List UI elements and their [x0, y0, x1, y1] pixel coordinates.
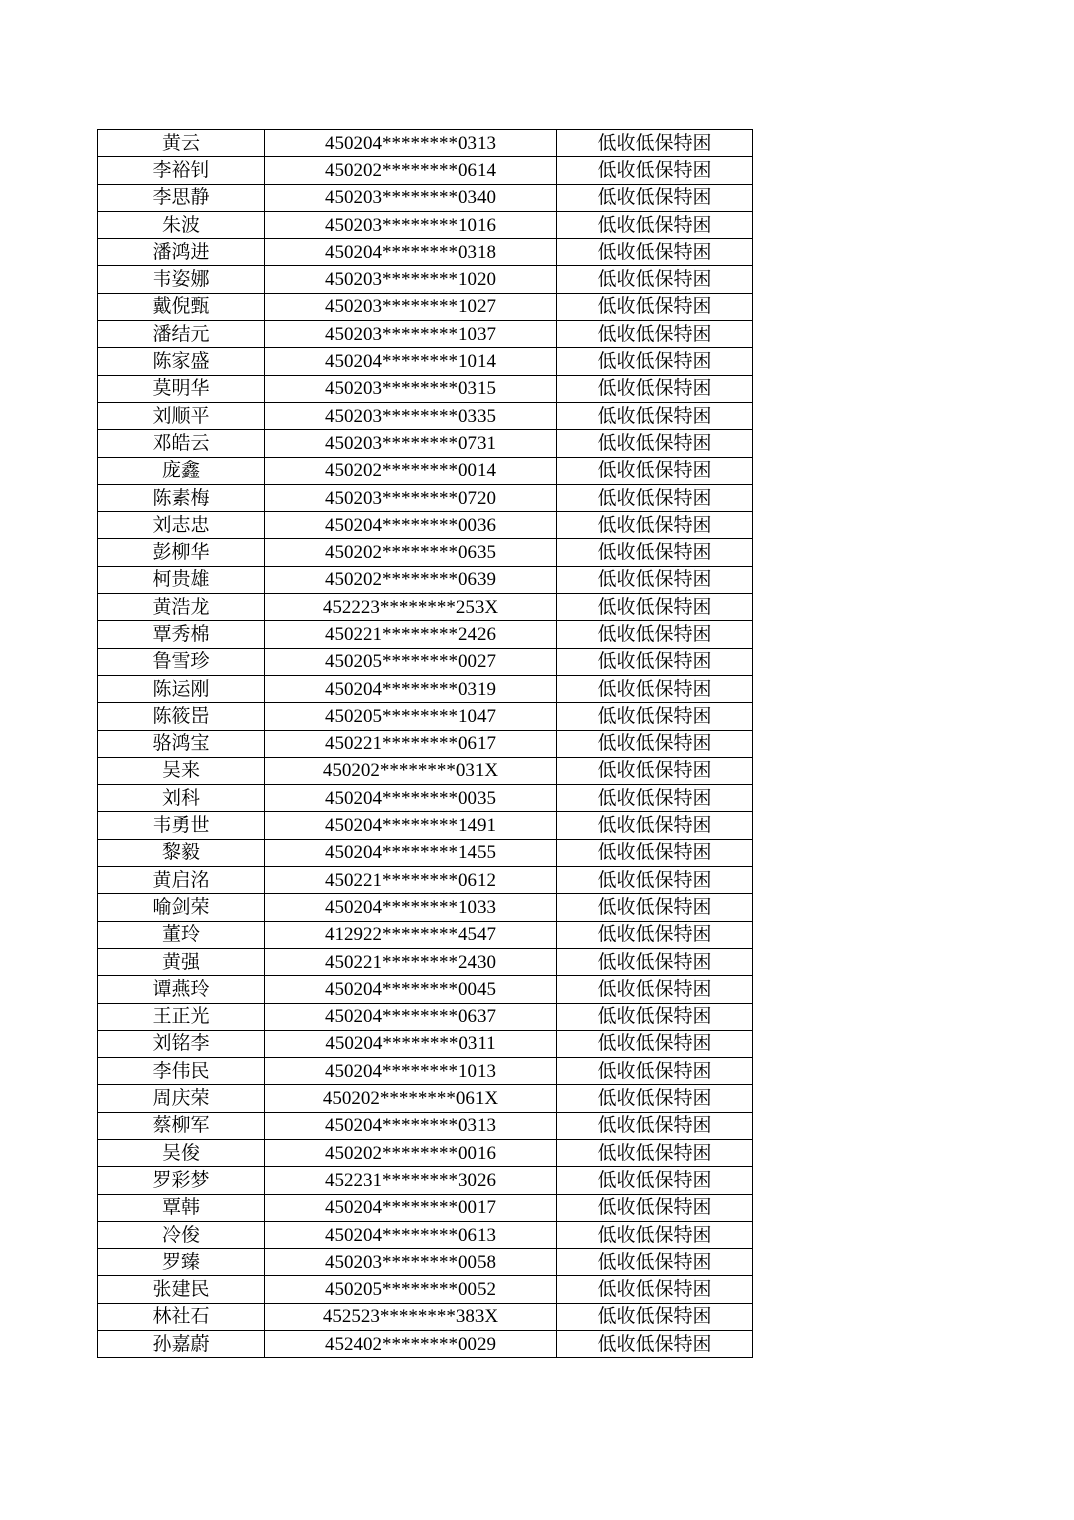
- id-number-cell: 450204********1014: [265, 348, 557, 375]
- category-cell: 低收低保特困: [557, 402, 753, 429]
- name-cell: 蔡柳军: [98, 1112, 265, 1139]
- category-cell: 低收低保特困: [557, 375, 753, 402]
- name-cell: 陈家盛: [98, 348, 265, 375]
- table-row: [98, 1303, 753, 1330]
- id-number-cell: 450204********0311: [265, 1030, 557, 1057]
- id-number-cell: 450204********0637: [265, 1003, 557, 1030]
- id-number-cell: 450205********1047: [265, 703, 557, 730]
- category-cell: 低收低保特困: [557, 130, 753, 157]
- name-cell: 韦勇世: [98, 812, 265, 839]
- table-row: [98, 293, 753, 320]
- name-cell: 骆鸿宝: [98, 730, 265, 757]
- table-row: [98, 430, 753, 457]
- table-row: [98, 785, 753, 812]
- name-cell: 韦姿娜: [98, 266, 265, 293]
- category-cell: 低收低保特困: [557, 348, 753, 375]
- category-cell: 低收低保特困: [557, 594, 753, 621]
- id-number-cell: 450202********0635: [265, 539, 557, 566]
- name-cell: 潘结元: [98, 321, 265, 348]
- table-row: [98, 157, 753, 184]
- id-number-cell: 450202********0639: [265, 566, 557, 593]
- id-number-cell: 450221********2426: [265, 621, 557, 648]
- name-cell: 吴来: [98, 757, 265, 784]
- category-cell: 低收低保特困: [557, 894, 753, 921]
- table-row: [98, 703, 753, 730]
- category-cell: 低收低保特困: [557, 867, 753, 894]
- category-cell: 低收低保特困: [557, 321, 753, 348]
- id-number-cell: 452223********253X: [265, 594, 557, 621]
- id-number-cell: 452231********3026: [265, 1167, 557, 1194]
- category-cell: 低收低保特困: [557, 839, 753, 866]
- table-row: [98, 1003, 753, 1030]
- name-cell: 董玲: [98, 921, 265, 948]
- table-row: [98, 1085, 753, 1112]
- table-row: [98, 730, 753, 757]
- name-cell: 李伟民: [98, 1058, 265, 1085]
- id-number-cell: 450203********0058: [265, 1249, 557, 1276]
- name-cell: 黎毅: [98, 839, 265, 866]
- category-cell: 低收低保特困: [557, 512, 753, 539]
- name-cell: 周庆荣: [98, 1085, 265, 1112]
- name-cell: 谭燕玲: [98, 976, 265, 1003]
- name-cell: 黄浩龙: [98, 594, 265, 621]
- id-number-cell: 450203********0720: [265, 484, 557, 511]
- category-cell: 低收低保特困: [557, 266, 753, 293]
- id-number-cell: 450205********0052: [265, 1276, 557, 1303]
- table-row: [98, 757, 753, 784]
- name-cell: 庞鑫: [98, 457, 265, 484]
- table-row: [98, 239, 753, 266]
- table-row: [98, 1331, 753, 1358]
- id-number-cell: 450221********0617: [265, 730, 557, 757]
- table-row: [98, 1112, 753, 1139]
- id-number-cell: 450202********0014: [265, 457, 557, 484]
- id-number-cell: 450203********0335: [265, 402, 557, 429]
- name-cell: 李思静: [98, 184, 265, 211]
- category-cell: 低收低保特困: [557, 1194, 753, 1221]
- category-cell: 低收低保特困: [557, 757, 753, 784]
- category-cell: 低收低保特困: [557, 1139, 753, 1166]
- id-number-cell: 450203********1016: [265, 211, 557, 238]
- name-cell: 朱波: [98, 211, 265, 238]
- category-cell: 低收低保特困: [557, 648, 753, 675]
- id-number-cell: 450204********0318: [265, 239, 557, 266]
- id-number-cell: 450204********1033: [265, 894, 557, 921]
- name-cell: 刘志忠: [98, 512, 265, 539]
- category-cell: 低收低保特困: [557, 976, 753, 1003]
- table-row: [98, 648, 753, 675]
- category-cell: 低收低保特困: [557, 730, 753, 757]
- id-number-cell: 450221********0612: [265, 867, 557, 894]
- table-row: [98, 457, 753, 484]
- table-row: [98, 1139, 753, 1166]
- name-cell: 邓皓云: [98, 430, 265, 457]
- table-row: [98, 1276, 753, 1303]
- id-number-cell: 450203********0340: [265, 184, 557, 211]
- id-number-cell: 450204********0035: [265, 785, 557, 812]
- category-cell: 低收低保特困: [557, 184, 753, 211]
- table-row: [98, 948, 753, 975]
- table-row: [98, 539, 753, 566]
- name-cell: 柯贵雄: [98, 566, 265, 593]
- id-number-cell: 452402********0029: [265, 1331, 557, 1358]
- name-cell: 喻剑荣: [98, 894, 265, 921]
- name-cell: 吴俊: [98, 1139, 265, 1166]
- table-row: [98, 921, 753, 948]
- category-cell: 低收低保特困: [557, 1221, 753, 1248]
- category-cell: 低收低保特困: [557, 1167, 753, 1194]
- category-cell: 低收低保特困: [557, 157, 753, 184]
- table-row: [98, 184, 753, 211]
- id-number-cell: 450204********1491: [265, 812, 557, 839]
- id-number-cell: 452523********383X: [265, 1303, 557, 1330]
- category-cell: 低收低保特困: [557, 1303, 753, 1330]
- id-number-cell: 450203********0315: [265, 375, 557, 402]
- name-cell: 王正光: [98, 1003, 265, 1030]
- name-cell: 莫明华: [98, 375, 265, 402]
- category-cell: 低收低保特困: [557, 621, 753, 648]
- category-cell: 低收低保特困: [557, 1085, 753, 1112]
- name-cell: 刘铭李: [98, 1030, 265, 1057]
- name-cell: 刘科: [98, 785, 265, 812]
- name-cell: 李裕钊: [98, 157, 265, 184]
- id-number-cell: 450204********0017: [265, 1194, 557, 1221]
- id-number-cell: 450204********0313: [265, 130, 557, 157]
- category-cell: 低收低保特困: [557, 785, 753, 812]
- table-row: [98, 1221, 753, 1248]
- table-row: [98, 266, 753, 293]
- name-cell: 彭柳华: [98, 539, 265, 566]
- id-number-cell: 450204********0045: [265, 976, 557, 1003]
- id-number-cell: 450203********1027: [265, 293, 557, 320]
- name-cell: 戴倪甄: [98, 293, 265, 320]
- table-row: [98, 566, 753, 593]
- table-row: [98, 839, 753, 866]
- table-row: [98, 894, 753, 921]
- category-cell: 低收低保特困: [557, 812, 753, 839]
- id-number-cell: 412922********4547: [265, 921, 557, 948]
- name-cell: 覃秀棉: [98, 621, 265, 648]
- name-cell: 罗臻: [98, 1249, 265, 1276]
- category-cell: 低收低保特困: [557, 948, 753, 975]
- category-cell: 低收低保特困: [557, 1249, 753, 1276]
- table-row: [98, 867, 753, 894]
- name-cell: 鲁雪珍: [98, 648, 265, 675]
- table-row: [98, 348, 753, 375]
- name-cell: 黄强: [98, 948, 265, 975]
- category-cell: 低收低保特困: [557, 484, 753, 511]
- id-number-cell: 450204********0613: [265, 1221, 557, 1248]
- table-row: [98, 1194, 753, 1221]
- category-cell: 低收低保特困: [557, 457, 753, 484]
- id-number-cell: 450202********061X: [265, 1085, 557, 1112]
- id-number-cell: 450204********1013: [265, 1058, 557, 1085]
- table-row: [98, 402, 753, 429]
- roster-table: [97, 129, 753, 1358]
- name-cell: 陈运刚: [98, 675, 265, 702]
- name-cell: 林社石: [98, 1303, 265, 1330]
- table-row: [98, 512, 753, 539]
- id-number-cell: 450203********0731: [265, 430, 557, 457]
- category-cell: 低收低保特困: [557, 921, 753, 948]
- name-cell: 覃韩: [98, 1194, 265, 1221]
- table-row: [98, 211, 753, 238]
- name-cell: 罗彩梦: [98, 1167, 265, 1194]
- id-number-cell: 450202********0614: [265, 157, 557, 184]
- table-row: [98, 675, 753, 702]
- category-cell: 低收低保特困: [557, 566, 753, 593]
- table-row: [98, 1058, 753, 1085]
- table-row: [98, 375, 753, 402]
- id-number-cell: 450202********0016: [265, 1139, 557, 1166]
- id-number-cell: 450204********0313: [265, 1112, 557, 1139]
- name-cell: 张建民: [98, 1276, 265, 1303]
- category-cell: 低收低保特困: [557, 430, 753, 457]
- category-cell: 低收低保特困: [557, 539, 753, 566]
- id-number-cell: 450203********1020: [265, 266, 557, 293]
- name-cell: 冷俊: [98, 1221, 265, 1248]
- table-row: [98, 621, 753, 648]
- category-cell: 低收低保特困: [557, 239, 753, 266]
- category-cell: 低收低保特困: [557, 293, 753, 320]
- name-cell: 黄云: [98, 130, 265, 157]
- id-number-cell: 450203********1037: [265, 321, 557, 348]
- id-number-cell: 450204********1455: [265, 839, 557, 866]
- name-cell: 黄启洺: [98, 867, 265, 894]
- id-number-cell: 450221********2430: [265, 948, 557, 975]
- id-number-cell: 450204********0036: [265, 512, 557, 539]
- category-cell: 低收低保特困: [557, 1003, 753, 1030]
- table-row: [98, 130, 753, 157]
- name-cell: 陈筱岊: [98, 703, 265, 730]
- category-cell: 低收低保特困: [557, 1276, 753, 1303]
- category-cell: 低收低保特困: [557, 211, 753, 238]
- table-row: [98, 1249, 753, 1276]
- table-row: [98, 594, 753, 621]
- table-row: [98, 1167, 753, 1194]
- category-cell: 低收低保特困: [557, 1112, 753, 1139]
- category-cell: 低收低保特困: [557, 1058, 753, 1085]
- name-cell: 孙嘉蔚: [98, 1331, 265, 1358]
- id-number-cell: 450204********0319: [265, 675, 557, 702]
- id-number-cell: 450202********031X: [265, 757, 557, 784]
- table-row: [98, 976, 753, 1003]
- category-cell: 低收低保特困: [557, 675, 753, 702]
- category-cell: 低收低保特困: [557, 1030, 753, 1057]
- table-row: [98, 812, 753, 839]
- table-row: [98, 484, 753, 511]
- name-cell: 陈素梅: [98, 484, 265, 511]
- category-cell: 低收低保特困: [557, 703, 753, 730]
- name-cell: 潘鸿进: [98, 239, 265, 266]
- roster-table-body: [98, 130, 753, 1358]
- table-row: [98, 1030, 753, 1057]
- table-row: [98, 321, 753, 348]
- category-cell: 低收低保特困: [557, 1331, 753, 1358]
- name-cell: 刘顺平: [98, 402, 265, 429]
- id-number-cell: 450205********0027: [265, 648, 557, 675]
